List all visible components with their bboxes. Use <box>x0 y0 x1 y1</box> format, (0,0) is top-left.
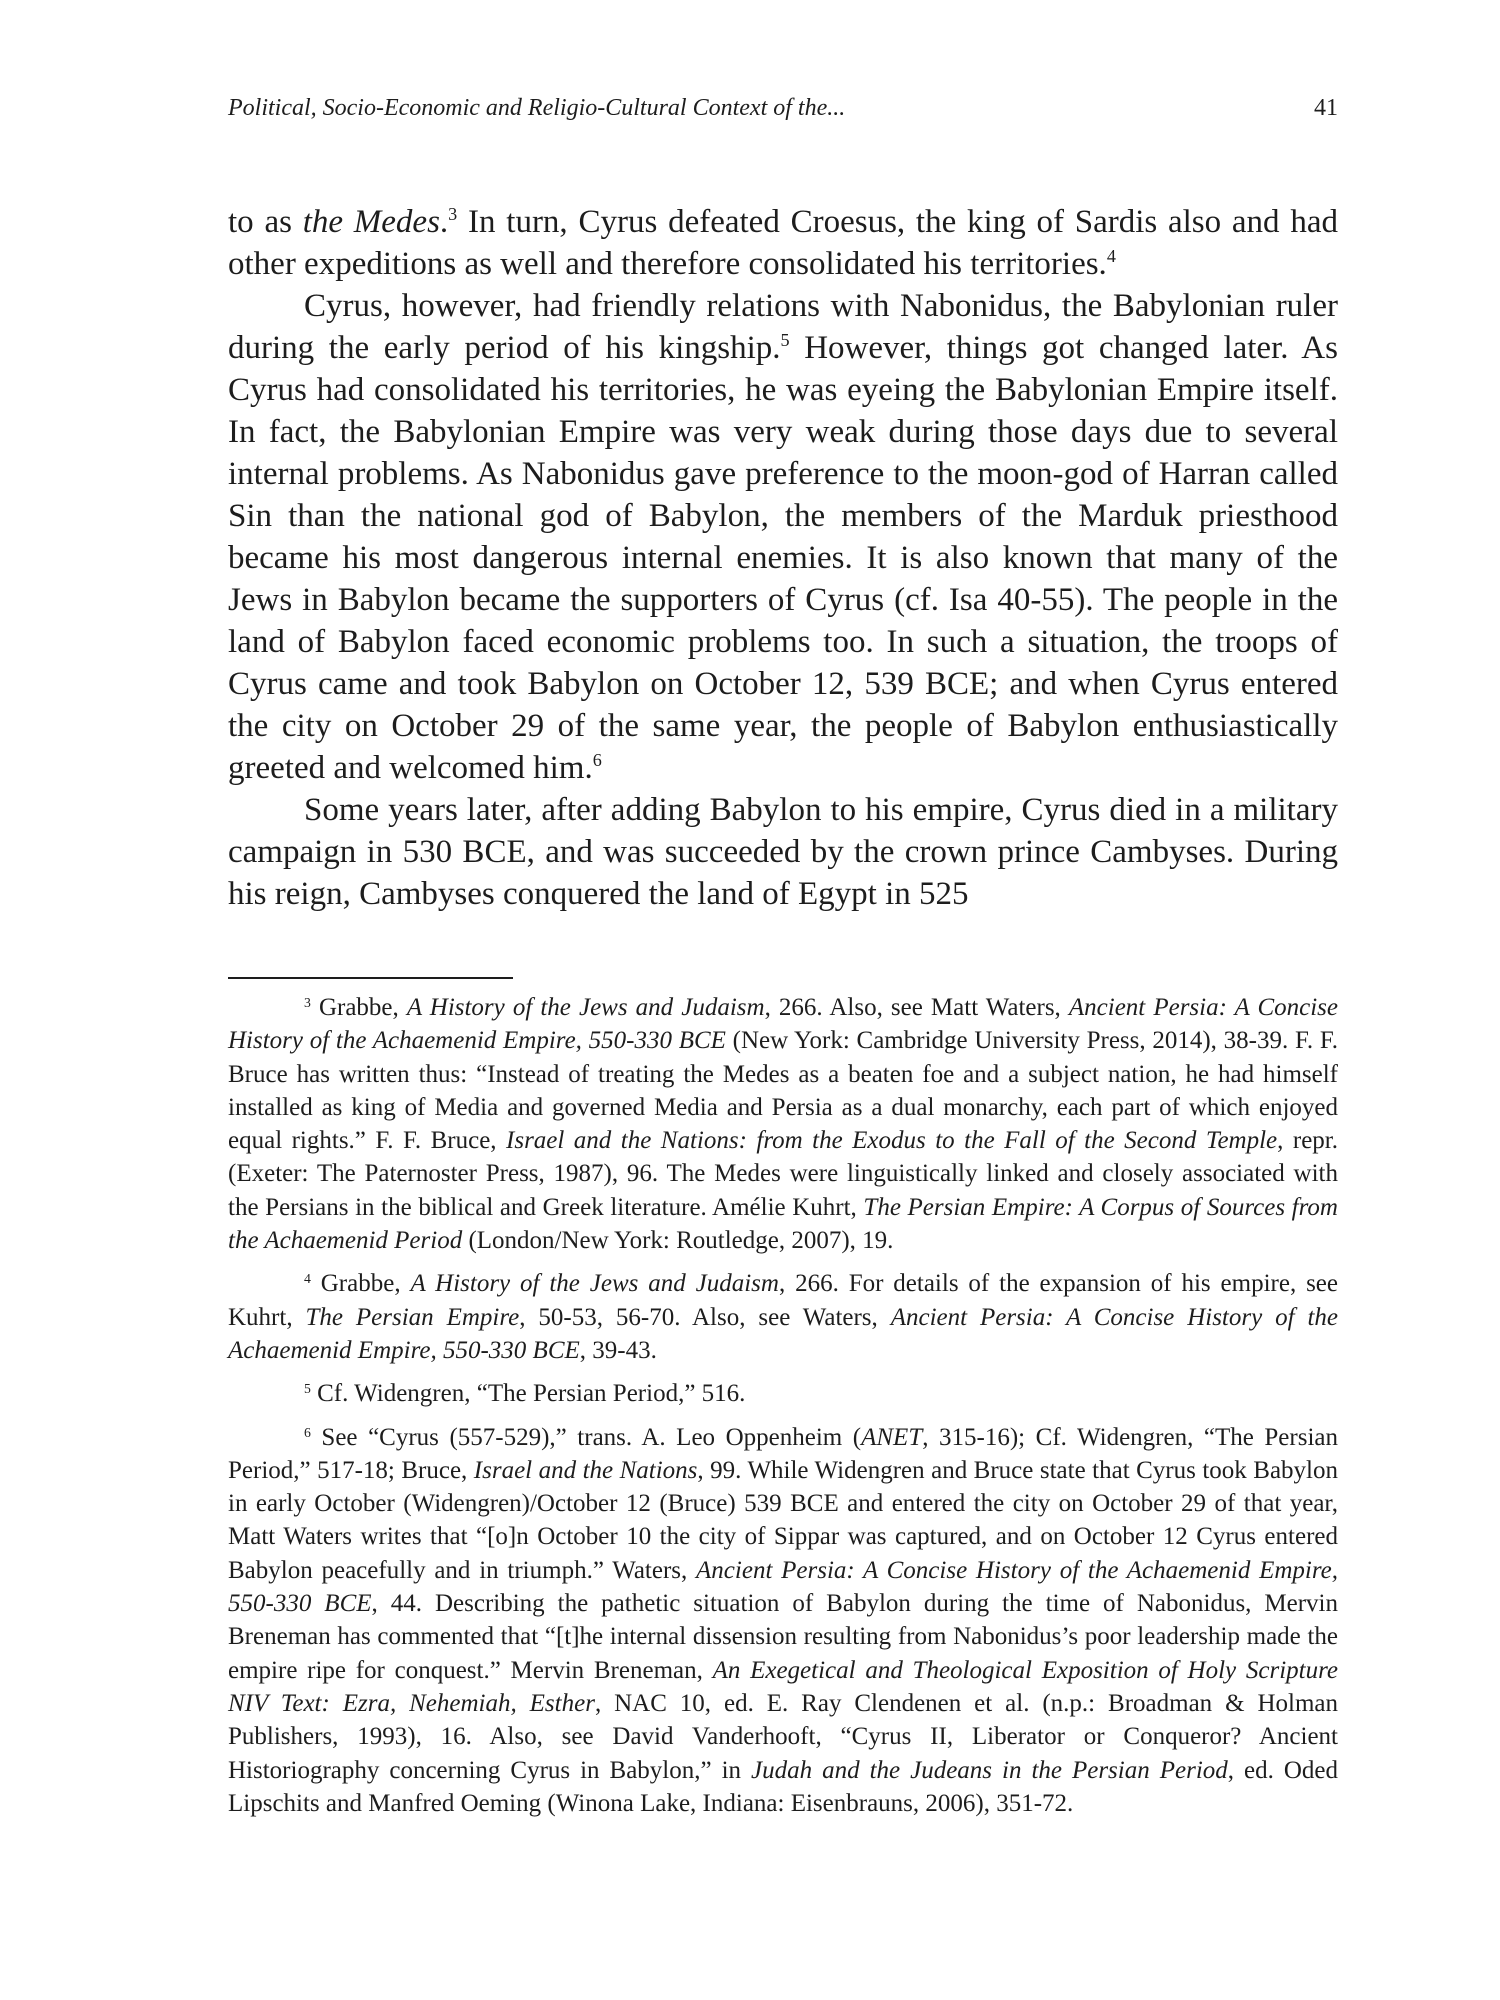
footnote-number: 3 <box>304 994 311 1010</box>
text-run: Grabbe, <box>310 1270 411 1298</box>
book-page <box>228 95 1338 1975</box>
text-run: , NAC 10, ed. E. Ray Clendenen et al. (n.p.: Broadman & Holman Publishers, 1993), 16. Also, see David Vanderhooft, “Cyrus II, Liberator or Conqueror? Ancient Historiography concerning Cyrus in Babylon,” in <box>228 1689 1339 1784</box>
footnote-ref-3[interactable]: 3 <box>448 204 458 225</box>
footnote-5 <box>228 1377 1338 1410</box>
text-run: . <box>439 204 449 240</box>
text-run: However, things got changed later. As Cyrus had consolidated his territories, he was eyeing the Babylonian Empire itself. In fact, the Babylonian Empire was very weak during those days due to several internal problems. As Nabonidus gave preference to the moon-god of Harran called Sin than the national god of Babylon, the members of the Marduk priesthood became his most dangerous internal enemies. It is also known that many of the Jews in Babylon became the supporters of Cyrus (cf. Isa 40-55). The people in the land of Babylon faced economic problems too. In such a situation, the troops of Cyrus came and took Babylon on October 12, 539 BCE; and when Cyrus entered the city on October 29 of the same year, the people of Babylon enthusiastically greeted and welcomed him. <box>228 330 1338 786</box>
text-run: , 50-53, 56-70. Also, see Waters, <box>519 1303 891 1331</box>
citation-title: Ancient Persia: A Concise History of the Achaemenid Empire, 550-330 BCE <box>228 994 1338 1055</box>
footnote-separator <box>228 977 513 979</box>
citation-title: Ancient Persia: A Concise History of the Achaemenid Empire, 550-330 BCE <box>228 1303 1338 1364</box>
page-number: 41 <box>1314 95 1338 121</box>
text-run: , 266. Also, see Matt Waters, <box>764 994 1069 1021</box>
citation-title: A History of the Jews and Judaism <box>406 994 765 1021</box>
text-run: , 315-16); Cf. Widengren, “The Persian Period,” 517-18; Bruce, <box>228 1423 1338 1484</box>
footnote-number: 4 <box>304 1271 311 1287</box>
body-paragraph-2 <box>228 285 1338 789</box>
text-run: Grabbe, <box>310 994 407 1021</box>
running-title: Political, Socio-Economic and Religio-Cultural Context of the... <box>228 95 846 121</box>
text-run: (London/New York: Routledge, 2007), 19. <box>462 1227 894 1255</box>
text-run: , ed. Oded Lipschits and Manfred Oeming (Winona Lake, Indiana: Eisenbrauns, 2006), 351-72. <box>228 1756 1338 1817</box>
footnote-3 <box>228 991 1338 1257</box>
citation-title: The Persian Empire <box>305 1303 520 1331</box>
citation-title: Israel and the Nations <box>473 1456 698 1484</box>
italic-term: the Medes <box>302 204 440 240</box>
citation-title: Israel and the Nations: from the Exodus to the Fall of the Second Temple <box>506 1127 1278 1155</box>
footnote-number: 6 <box>304 1424 311 1440</box>
citation-title: The Persian Empire: A Corpus of Sources from the Achaemenid Period <box>228 1193 1338 1255</box>
citation-title: A History of the Jews and Judaism <box>410 1270 779 1298</box>
text-run: , 39-43. <box>579 1336 657 1364</box>
text-run: , 99. While Widengren and Bruce state that Cyrus took Babylon in early October (Widengren)/October 12 (Bruce) 539 BCE and entered the city on October 29 of that year, Matt Waters writes that “[o]n October 10 the city of Sippar was captured, and on October 12 Cyrus entered Babylon peacefully and in triumph.” Waters, <box>228 1456 1338 1584</box>
citation-title: ANET <box>861 1423 923 1451</box>
text-run: Some years later, after adding Babylon to his empire, Cyrus died in a military campaign in 530 BCE, and was succeeded by the crown prince Cambyses. During his reign, Cambyses conquered the land of Egypt in 525 <box>228 792 1338 912</box>
footnotes <box>228 991 1338 1820</box>
text-run: Cf. Widengren, “The Persian Period,” 516. <box>310 1380 746 1408</box>
body-paragraph-1 <box>228 201 1338 285</box>
citation-title: Ancient Persia: A Concise History of the Achaemenid Empire, 550-330 BCE <box>228 1556 1338 1618</box>
text-run: , 44. Describing the pathetic situation of Babylon during the time of Nabonidus, Mervin Breneman has commented that “[t]he internal dissension resulting from Nabonidus’s poor leadership made the empire ripe for conquest.” Mervin Breneman, <box>228 1590 1338 1684</box>
footnote-6 <box>228 1421 1338 1821</box>
citation-title: An Exegetical and Theological Exposition of Holy Scripture NIV Text: Ezra, Nehemiah, Esther <box>228 1656 1338 1717</box>
text-run: to as <box>228 204 303 240</box>
text-run: See “Cyrus (557-529),” trans. A. Leo Oppenheim ( <box>310 1423 862 1451</box>
text-run: (New York: Cambridge University Press, 2014), 38-39. F. F. Bruce has written thus: “Instead of treating the Medes as a beaten foe and a subject nation, he had himself installed as king of Media and governed Media and Persia as a dual monarchy, each part of which enjoyed equal rights.” F. F. Bruce, <box>228 1027 1338 1155</box>
text-run: Cyrus, however, had friendly relations with Nabonidus, the Babylonian ruler during the early period of his kingship. <box>228 288 1338 366</box>
citation-title: Judah and the Judeans in the Persian Period <box>751 1756 1228 1784</box>
footnote-ref-5[interactable]: 5 <box>780 330 790 351</box>
running-header <box>228 95 1338 139</box>
footnote-ref-4[interactable]: 4 <box>1106 246 1116 267</box>
footnote-ref-6[interactable]: 6 <box>592 750 602 771</box>
footnote-number: 5 <box>304 1381 311 1397</box>
text-run: , 266. For details of the expansion of his empire, see Kuhrt, <box>228 1270 1338 1331</box>
text-run: , repr. (Exeter: The Paternoster Press, 1987), 96. The Medes were linguistically linked and closely associated with the Persians in the biblical and Greek literature. Amélie Kuhrt, <box>228 1127 1338 1221</box>
footnote-4 <box>228 1267 1338 1367</box>
body-paragraph-3 <box>228 789 1338 915</box>
main-text <box>228 201 1338 915</box>
text-run: In turn, Cyrus defeated Croesus, the king of Sardis also and had other expeditions as well and therefore consolidated his territories. <box>228 204 1338 282</box>
